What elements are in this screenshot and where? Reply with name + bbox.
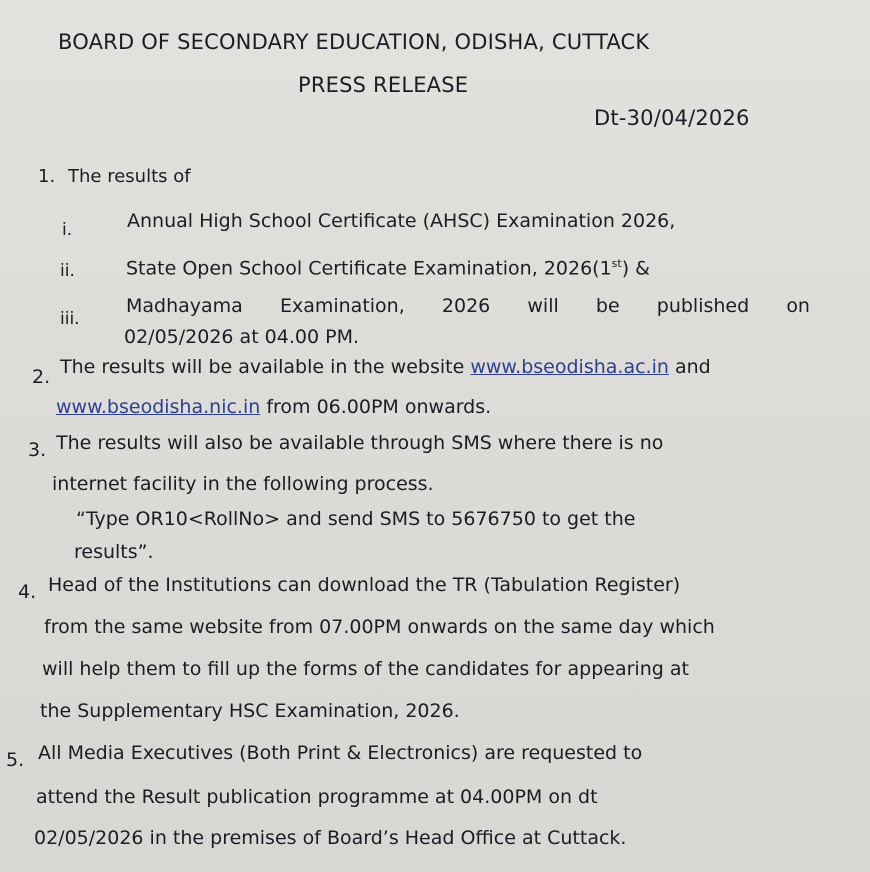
- sub-item-iii-line-2: 02/05/2026 at 04.00 PM.: [124, 326, 360, 348]
- release-date: Dt-30/04/2026: [594, 106, 750, 130]
- point-5-line-3: 02/05/2026 in the premises of Board’s Head Office at Cuttack.: [34, 827, 627, 849]
- point-5-line-1: All Media Executives (Both Print & Electronics) are requested to: [38, 742, 643, 764]
- sub-item-i-number: i.: [62, 220, 73, 240]
- sub-item-ii-number: ii.: [60, 261, 75, 281]
- point-4-line-2: from the same website from 07.00PM onwards on the same day which: [44, 616, 715, 638]
- point-2-line-2: www.bseodisha.nic.in from 06.00PM onwards.: [56, 396, 492, 418]
- point-2-line-1: The results will be available in the website www.bseodisha.ac.in and: [60, 356, 711, 378]
- point-1-text: The results of: [68, 166, 191, 187]
- point-3-line-2: internet facility in the following process.: [52, 473, 434, 495]
- point-3-line-1: The results will also be available through SMS where there is no: [56, 432, 664, 454]
- sub-item-ii-text: State Open School Certificate Examination, 2026(1st) &: [126, 257, 650, 280]
- point-4-line-4: the Supplementary HSC Examination, 2026.: [40, 700, 460, 722]
- point-4-number: 4.: [18, 581, 37, 603]
- point-4-line-1: Head of the Institutions can download the TR (Tabulation Register): [48, 574, 681, 596]
- sms-instruction-line-2: results”.: [74, 541, 154, 563]
- sub-item-iii-number: iii.: [60, 309, 80, 329]
- website-link-ac[interactable]: www.bseodisha.ac.in: [470, 356, 669, 378]
- point-1-number: 1.: [38, 166, 56, 187]
- point-5-number: 5.: [6, 749, 25, 771]
- point-2-number: 2.: [32, 366, 51, 388]
- point-5-line-2: attend the Result publication programme at 04.00PM on dt: [36, 786, 598, 808]
- sms-instruction-line-1: “Type OR10<RollNo> and send SMS to 5676750 to get the: [76, 508, 636, 530]
- press-release-heading: PRESS RELEASE: [298, 73, 469, 97]
- point-4-line-3: will help them to fill up the forms of the candidates for appearing at: [42, 658, 689, 680]
- sub-item-iii-line-1: Madhayama Examination, 2026 will be published on: [126, 295, 810, 317]
- website-link-nic[interactable]: www.bseodisha.nic.in: [56, 396, 261, 418]
- sub-item-i-text: Annual High School Certificate (AHSC) Examination 2026,: [127, 210, 676, 232]
- board-title: BOARD OF SECONDARY EDUCATION, ODISHA, CUTTACK: [58, 30, 650, 54]
- point-3-number: 3.: [28, 439, 47, 461]
